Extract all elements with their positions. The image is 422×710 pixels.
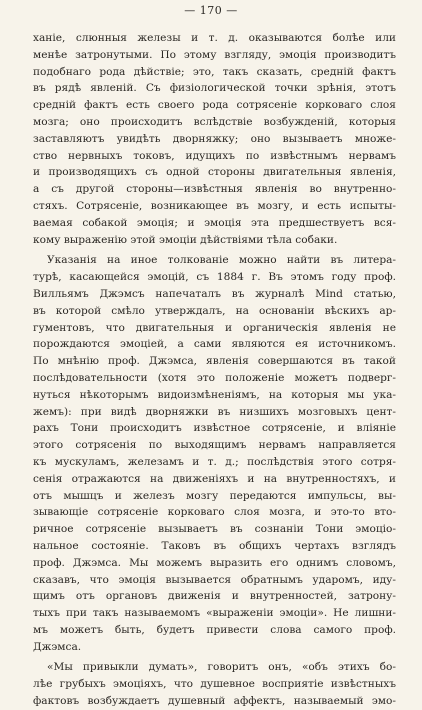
text-line: турѣ, касающейся эмоцій, съ 1884 г. Въ этомъ году проф. (33, 271, 396, 284)
paragraph (33, 659, 396, 709)
text-line: Указанія на иное толкованіе можно найти въ литера- (47, 254, 396, 267)
text-line: «Мы привыкли думать», говоритъ онъ, «объ этихъ бо- (47, 661, 396, 674)
text-line: зывающіе сотрясеніе корковаго слоя мозга, и это-то вто- (33, 506, 396, 519)
text-line: средній фактъ есть своего рода сотрясеніе корковаго слоя (33, 99, 396, 112)
text-line: нальное состояніе. Таковъ въ общихъ чертахъ взглядъ (33, 539, 396, 552)
text-line: Вилльямъ Джэмсъ напечаталъ въ журналѣ Mind статью, (33, 287, 396, 300)
text-line: менѣе затронутыми. По этому взгляду, эмоція производитъ (33, 48, 396, 61)
text-line: гументовъ, что двигательныя и органическія явленія не (33, 321, 396, 334)
text-line: рахъ Тони происходитъ извѣстное сотрясеніе, и вліяніе (33, 422, 396, 435)
text-line: проф. Джэмса. Мы можемъ выразить его однимъ словомъ, (33, 556, 396, 569)
text-line: ваемая собакой эмоція; и эмоція эта предшествуетъ вся- (33, 216, 396, 229)
text-line: заставляютъ увидѣть дворняжку; оно вызываетъ множе- (33, 132, 396, 145)
text-line: къ мускуламъ, железамъ и т. д.; послѣдствія этого сотря- (33, 455, 396, 468)
text-line: стяхъ. Сотрясеніе, возникающее въ мозгу, и есть испыты- (33, 199, 396, 212)
text-line: щимъ отъ органовъ движенія и внутренностей, затрону- (33, 590, 396, 603)
text-line: Джэмса. (33, 640, 82, 653)
text-line: сказавъ, что эмоція вызывается обратнымъ ударомъ, иду- (33, 573, 396, 586)
text-line: послѣдовательности (хотя это положеніе можетъ подверг- (33, 371, 396, 384)
page-body (33, 30, 396, 710)
text-line: ханіе, слюнныя железы и т. д. оказываются болѣе или (33, 32, 396, 44)
text-line: фактовъ возбуждаетъ душевный аффектъ, называемый эмо- (33, 695, 396, 708)
page-number-header: — 170 — (184, 4, 238, 17)
text-line: тыхъ при такъ называемомъ «выраженіи эмоціи». Не лишни- (33, 607, 396, 620)
text-line: порождаются эмоціей, а сами являются ея источникомъ. (33, 338, 396, 351)
text-line: и производящихъ съ одной стороны двигательныя явленія, (33, 166, 396, 179)
text-line: ричное сотрясеніе вызываетъ въ сознаніи Тони эмоціо- (33, 523, 396, 536)
text-line: отъ мышцъ и железъ мозгу передаются импульсы, вы- (33, 489, 396, 502)
text-line: жемъ): при видѣ дворняжки въ низшихъ мозговыхъ цент- (33, 405, 396, 418)
paragraph (33, 30, 396, 248)
text-line: этого сотрясенія по выходящимъ нервамъ направляется (33, 439, 396, 452)
text-line: лѣе грубыхъ эмоціяхъ, что душевное восприятіе извѣстныхъ (33, 678, 396, 691)
text-line: ство нервныхъ токовъ, идущихъ по извѣстнымъ нервамъ (33, 149, 396, 162)
text-line: въ рядѣ явленій. Съ физіологической точки зрѣнія, этотъ (33, 82, 396, 95)
text-line: въ которой смѣло утверждалъ, на основаніи вѣскихъ ар- (33, 304, 396, 317)
text-line: подобнаго рода дѣйствіе; это, такъ сказать, средній фактъ (33, 65, 396, 78)
text-line: сенія отражаются на движеніяхъ и на внутренностяхъ, и (33, 472, 396, 485)
paragraph (33, 252, 396, 655)
text-line: нуться нѣкоторымъ видоизмѣненіямъ, на которыя мы ука- (33, 388, 396, 401)
text-line: мозга; оно происходитъ вслѣдствіе возбужденій, которыя (33, 115, 396, 128)
text-line: а съ другой стороны—извѣстныя явленія во внутренно- (33, 183, 396, 196)
text-line: мъ можетъ быть, будетъ привести слова самого проф. (33, 623, 396, 636)
text-line: По мнѣнію проф. Джэмса, явленія совершаются въ такой (33, 355, 396, 368)
text-line: кому выраженію этой эмоціи дѣйствіями тѣла собаки. (33, 233, 338, 246)
